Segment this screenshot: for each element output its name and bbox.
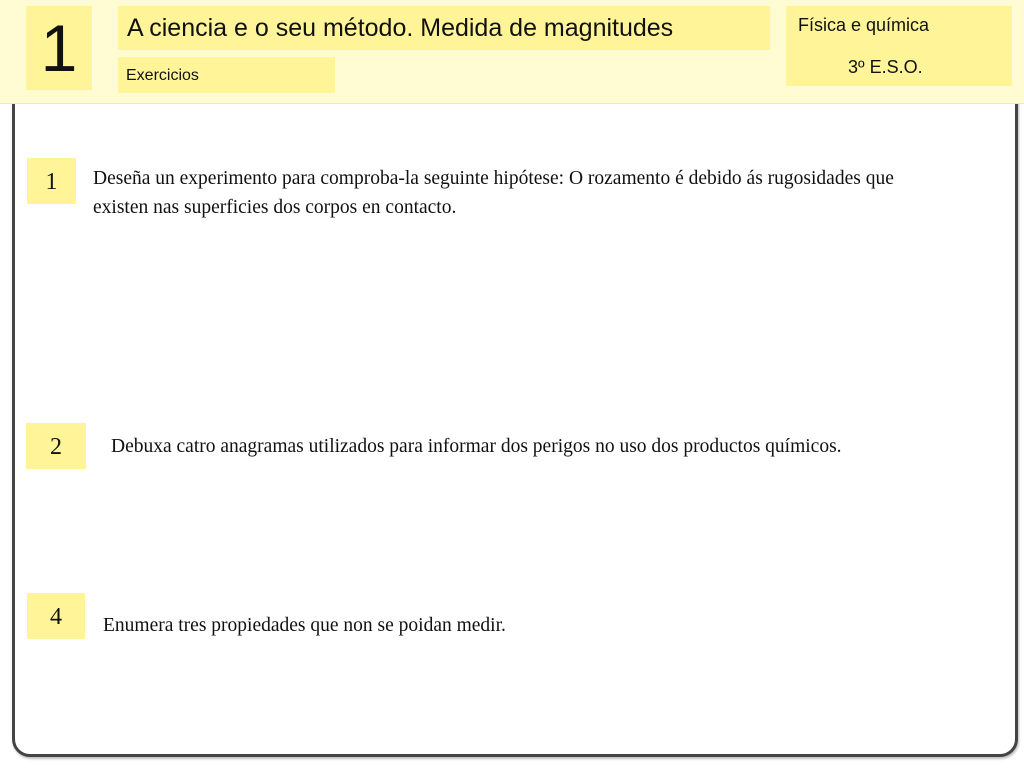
exercise-number: 4 bbox=[27, 593, 85, 639]
content-frame bbox=[12, 40, 1018, 757]
exercise-text: Enumera tres propiedades que non se poidan medir. bbox=[103, 615, 506, 636]
exercise-text: Deseña un experimento para comproba-la seguinte hipótese: O rozamento é debido ás rugosidades que existen nas superficies dos corpos en contacto. bbox=[93, 168, 894, 218]
header-band bbox=[0, 0, 1024, 104]
course-level: 3º E.S.O. bbox=[848, 57, 923, 77]
subject-box bbox=[786, 6, 1012, 86]
subject-name: Física e química bbox=[798, 15, 930, 35]
page-title: A ciencia e o seu método. Medida de magnitudes bbox=[118, 6, 770, 50]
unit-number: 1 bbox=[26, 6, 92, 90]
exercise-number: 1 bbox=[27, 158, 76, 204]
exercise-text: Debuxa catro anagramas utilizados para informar dos perigos no uso dos productos químicos. bbox=[111, 436, 842, 457]
exercise-number: 2 bbox=[26, 423, 86, 469]
page-subtitle: Exercicios bbox=[118, 57, 335, 93]
